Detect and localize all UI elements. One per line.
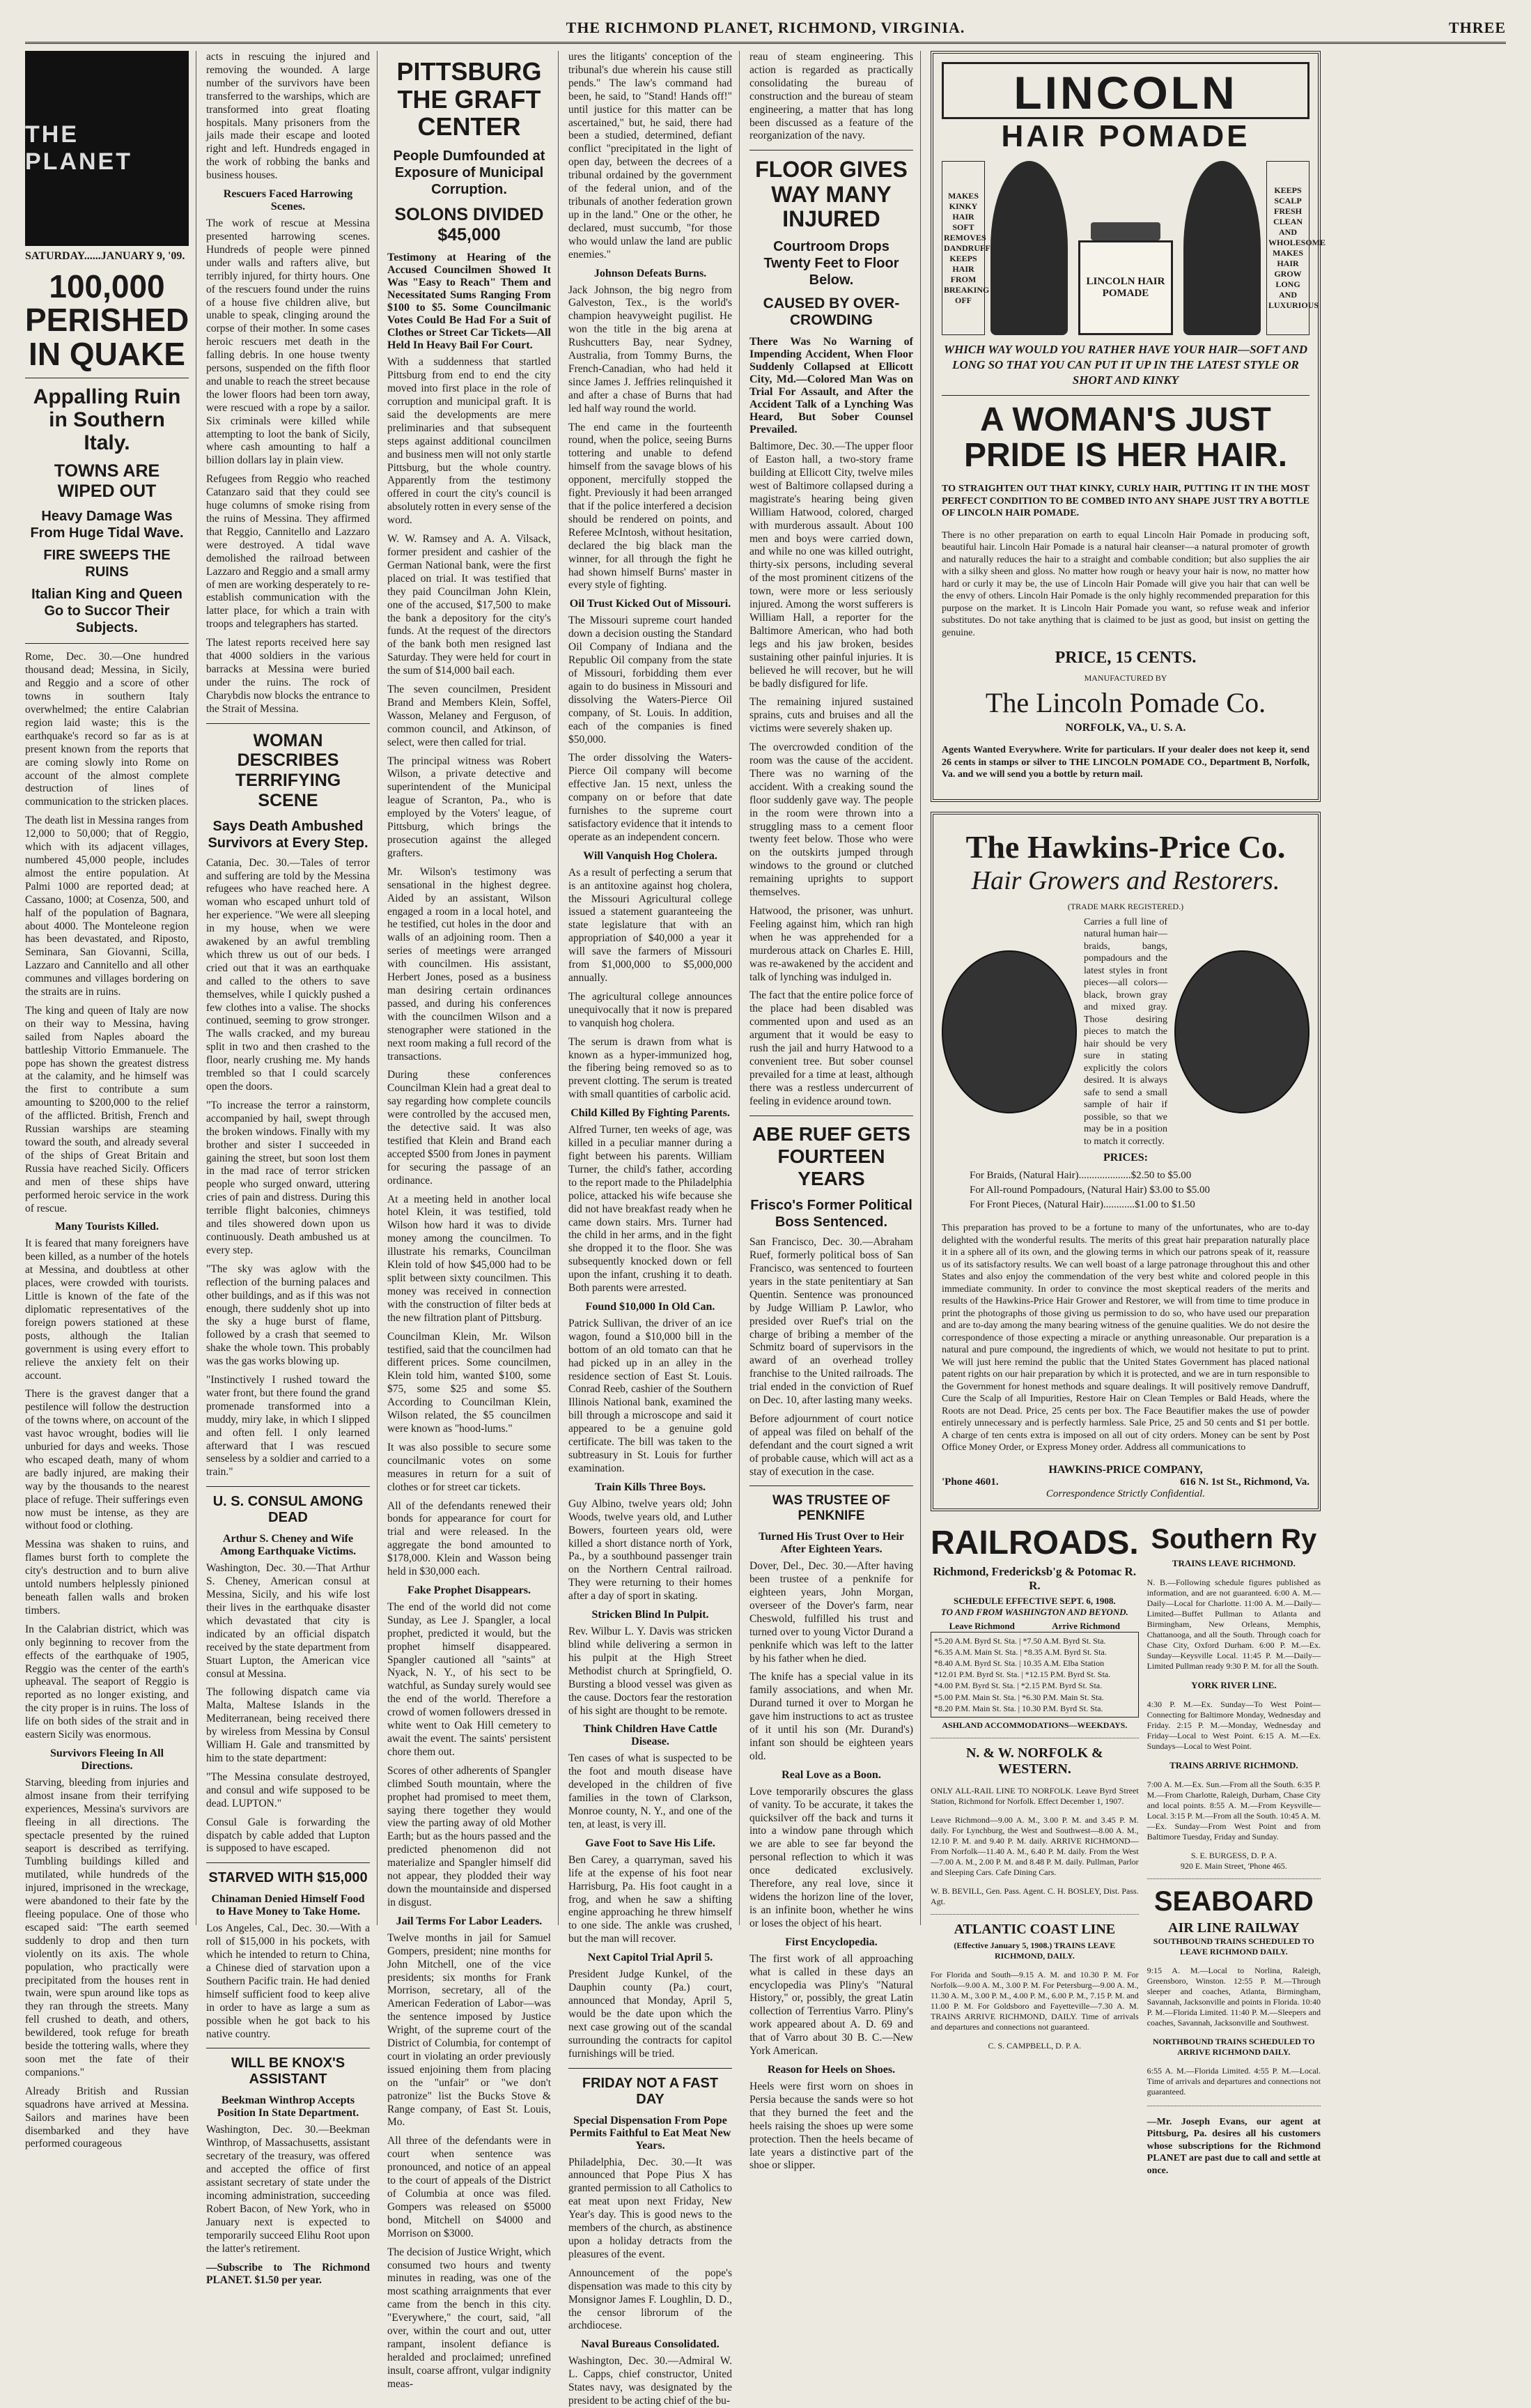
woman-long-hair-illustration [1183,161,1261,335]
article-paragraph: The decision of Justice Wright, which consumed two hours and twenty minutes in reading, was one of the most scathing arraignments that ever came from the bench in this city. "Everywhere," the court, said, "all over, within the court and out, utter rampant, insolent defiance is heralded and proclaimed; unrefined insult, coarse affront, vulgar indignity meas- [387,2246,551,2390]
article-paragraph: The order dissolving the Waters-Pierce Oil company will become effective Jan. 15 next, unless the company on or before that date furnishes to the supreme court satisfactory evidence that it intends to operate as an independent concern. [568,752,732,843]
subhead: Survivors Fleeing In All Directions. [49,1747,164,1772]
seaboard-sub: AIR LINE RAILWAY [1168,1920,1300,1936]
deck: Arthur S. Cheney and Wife Among Earthquake Victims. [219,1533,357,1558]
article-paragraph: It was also possible to secure some councilmanic votes on some measures in return for a suit of clothes or for street car tickets. [387,1441,551,1493]
advertisement-column [931,51,1326,2176]
southern-address: 920 E. Main Street, 'Phone 465. [1180,1860,1287,1871]
article-paragraph: All of the defendants renewed their bonds for appearance for court for trial and were released. In the aggregate the bond amounted to $178,000. Klein and Wasson being held in $30,000 each. [387,1499,551,1578]
lincoln-body: There is no other preparation on earth to equal Lincoln Hair Pomade in producing soft, beautiful hair. Lincoln Hair Pomade is a natural hair cleanser—a natural promoter of growth and naturally reduces the hair to a straight and combable condition; but also supplies the air with a silky sheen and gloss. No matter how rough or heavy your hair is now, no matter how hard or curly it may be, the use of Lincoln Hair Pomade will give you hair that can well be the envy of others. Lincoln Hair Pomade is the only highly recommended preparation for this purpose on the market. It is Lincoln Hair Pomade you want, so refuse weak and inferior substitutes. Do not take anything that is claimed to be just as good, but insist on getting the genuine. [942,530,1309,638]
headline-knox: WILL BE KNOX'S ASSISTANT [231,2055,345,2087]
rfp-name: Richmond, Fredericksb'g & Potomac R. R. [933,1564,1137,1592]
deck: Testimony at Hearing of the Accused Councilmen Showed It Was "Easy to Reach" Them and Necessitated Sums Ranging From $100 to $5. Some Councilmanic Votes Could Be Had For a Suit of Clothes or Street Car Tickets—All Held In Heavy Bail For Court. [387,252,551,352]
article-paragraph: Ten cases of what is suspected to be the foot and mouth disease have developed in the children of five families in the town of Clarkson, Monroe county, N. Y., and one of the ten, at least, is very ill. [568,1752,732,1830]
seaboard-name: SEABOARD [1153,1885,1314,1917]
article-paragraph: Rev. Wilbur L. Y. Davis was stricken blind while delivering a sermon in his pulpit at the High Street Methodist church at Springfield, O. Bursting a blood vessel was given as the cause. Doctors fear the restoration of his sight are thought to be remote. [568,1626,732,1717]
issue-date: SATURDAY......JANUARY 9, '09. [25,250,185,262]
article-paragraph: It is feared that many foreigners have been killed, as a number of the hotels at Messina, and doubtless at other places, were crowded with tourists. Little is known of the fate of the diplomatic representatives of the foreign powers stationed at these posts, although the Italian government is using every effort to relieve the anxiety felt on their account. [25,1237,189,1382]
headline-woman: WOMAN DESCRIBES TERRIFYING SCENE [235,730,341,810]
arrive-body: 7:00 A. M.—Ex. Sun.—From all the South. 6:35 P. M.—From Charlotte, Raleigh, Durham, Chase City and local points. 8:55 A. M.—From Keysville—Local. 3:15 P. M.—From all the South. 10:45 A. M.—Ex. Sunday—From West Point and from Baltimore Tuesday, Friday and Sunday. [1147,1779,1321,1842]
headline-penknife: WAS TRUSTEE OF PENKNIFE [772,1493,890,1524]
subhead: Fake Prophet Disappears. [407,1584,531,1596]
article-paragraph: "To increase the terror a rainstorm, accompanied by hail, swept through the broken windows. Finally with my brother and sister I succeeded in gaining the street, but soon lost them in the mad race of terror stricken people who surged onward, uttering cries of pain and distress. During this terrible flight balconies, chimneys and tiles showered down upon us continuously. Death ambushed us at every step. [206,1099,370,1256]
pride-headline: A WOMAN'S JUST PRIDE IS HER HAIR. [963,401,1288,474]
article-paragraph: Ben Carey, a quarryman, saved his life at the expense of his foot near Harrisburg, Pa. His foot caught in a frog, and when he saw a shifting engine approaching he threw himself to one side. The ankle was crushed, but the man will recover. [568,1853,732,1945]
article-paragraph: ures the litigants' conception of the tribunal's due wherein his cause still pends." The law's command had been, he said, to "Stand! Hands off!" until justice for this matter can be ascertained," but, he said, there had been a studied, determined, defiant conflict "precipitated in the light of open day, between the decrees of a tribunal ordained by the government of the federal union, and of the tribunals of another federation grown up in the land." One or the other, he declared, must succumb, "for those who would unlaw the land are public enemies." [568,51,732,261]
nw-body: Leave Richmond—9.00 A. M., 3.00 P. M. and 3.45 P. M. daily. For Lynchburg, the West and Southwest—8.00 A. M., 12.10 P. M. and 9.40 P. M. daily. ARRIVE RICHMOND—From Norfolk—11.40 A. M., 6.40 P. M. daily. From the West—7.00 A. M., 2.00 P. M. and 8.48 P. M. daily. Pullman, Parlor and Sleeping Cars. Cafe Dining Cars. [931,1814,1139,1877]
lincoln-illustration [942,161,1326,335]
article-paragraph: The following dispatch came via Malta, Maltese Islands in the Mediterranean, being received there by wireless from Messina by Consul William H. Gale and transmitted by him to the state department: [206,1686,370,1764]
article-paragraph: The serum is drawn from what is known as a hyper-immunized hog, the fibering being removed so as to prevent clotting. The serum is treated with small quantities of carbolic acid. [568,1035,732,1101]
acl-sub: (Effective January 5, 1908.) TRAINS LEAVE RICHMOND, DAILY. [954,1940,1116,1961]
article-paragraph: Philadelphia, Dec. 30.—It was announced that Pope Pius X has granted permission to all Catholics to eat meat upon next Friday, New Year's day. This is good news to the members of the church, as abstinence upon a holiday detracts from the pleasures of the event. [568,2156,732,2260]
subhead: Next Capitol Trial April 5. [587,1952,713,1964]
trademark-note: (TRADE MARK REGISTERED.) [1067,901,1184,911]
pride-side-text: TO STRAIGHTEN OUT THAT KINKY, CURLY HAIR, PUTTING IT IN THE MOST PERFECT CONDITION TO BE COMBED INTO ANY SHAPE JUST TRY A BOTTLE OF LINCOLN HAIR POMADE. [942,484,1309,519]
rfp-leave-label: Leave Richmond [949,1620,1015,1631]
rfp-effective: SCHEDULE EFFECTIVE SEPT. 6, 1908. [953,1595,1116,1606]
article-paragraph: The knife has a special value in its family associations, and when Mr. Durand turned it over to Morgan he gave him instructions to act as trustee of it until his son (Mr. Durand's) infant son should be eighteen years old. [749,1671,913,1762]
article-paragraph: Messina was shaken to ruins, and flames burst forth to complete the city's destruction and to burn alive untold numbers helplessly pinioned beneath fallen walls and broken timbers. [25,1538,189,1616]
article-paragraph: Baltimore, Dec. 30.—The upper floor of Easton hall, a two-story frame building at Ellicott City, twelve miles west of Baltimore collapsed during a magistrate's hearing being given William Hatwood, colored, charged with murderous assault. About 100 men and boys were carried down, and while no one was killed outright, thirty-six persons, including several of the most prominent citizens of the town, were more or less seriously injured. Among the worst sufferers is William Hall, a reporter for the Baltimore American, who had both legs and his jaw broken, besides sustaining other painful injuries. It is believed he will recover, but he will be badly disfigured for life. [749,440,913,690]
hawkins-subtitle: Hair Growers and Restorers. [971,865,1280,895]
article-paragraph: Jack Johnson, the big negro from Galveston, Tex., is the world's champion heavyweight pugilist. He won the title in the big arena at Rushcutters Bay, near Sydney, Australia, from Tommy Burns, the French-Canadian, who had held it since James J. Jeffries relinquished it and after a chase of Burns that had led half way round the world. [568,284,732,415]
headline-floor: FLOOR GIVES WAY MANY INJURED [755,157,908,231]
masthead-title: THE RICHMOND PLANET, RICHMOND, VIRGINIA. [566,19,965,36]
planet-logo [25,51,189,246]
article-paragraph: Guy Albino, twelve years old; John Woods, twelve years old, and Luther Bowers, fourteen years old, were killed a short distance north of York, Pa., by a southbound passenger train on the Northern Central railroad. They were returning to their homes after a day of sport in skating. [568,1497,732,1603]
rfp-arrive-label: Arrive Richmond [1052,1620,1121,1631]
article-paragraph: Before adjournment of court notice of appeal was filed on behalf of the defendant and the court signed a writ of probable cause, which will act as a stay of execution in the case. [749,1412,913,1478]
acl-body: For Florida and South—9.15 A. M. and 10.30 P. M. For Norfolk—9.00 A. M., 3.00 P. M. For Petersburg—9.00 A. M., 11.30 A. M., 3.00 P. M., 4.00 P. M., 6.00 P. M., 7.15 P. M. and 11.00 P. M. For Goldsboro and Fayetteville—7.30 A. M. TRAINS ARRIVE RICHMOND, DAILY. Time of arrivals and departures and connections not guaranteed. [931,1969,1139,2032]
railroad-schedules [931,1521,1321,2187]
subhead: Think Children Have Cattle Disease. [583,1723,717,1748]
article-paragraph: Twelve months in jail for Samuel Gompers, president; nine months for John Mitchell, one of the vice presidents; six months for Frank Morrison, secretary, all of the American Federation of Labor—was the sentence imposed by Justice Wright, of the supreme court of the District of Columbia, for contempt of court in violating an order previously issued enjoining them from placing on the "unfair" or "we don't patronize" list the Bucks Stove & Range company, of East St. Louis, Mo. [387,1931,551,2129]
acl-agent: C. S. CAMPBELL, D. P. A. [988,2040,1082,2051]
logo-text: THE PLANET [25,121,132,175]
article-paragraph: The death list in Messina ranges from 12,000 to 50,000; that of Reggio, which with its adjacent villages, numbered 45,000 people, includes almost the entire population. At Palmi 1000 are reported dead; at Cassano, 1000; at Cosenza, 500, and half of the population of Bagnara, about 4000. The Monteleone region has been devastated, and Riposto, Seminara, San Giovanni, Scilla, Lazzaro and Cannitello and all other communes and villages bordering on the straits are in ruins. [25,815,189,998]
southern-body: N. B.—Following schedule figures published as information, and are not guaranteed. 6:00 A. M.—Daily—Local for Charlotte. 11:00 A. M.—Daily—Limited—Buffet Pullman to Atlanta and Birmingham, New Orleans, Memphis, Chattanooga, and all the South. Through coach for Chase City, Oxford Durham. 6:00 P. M.—Ex. Sunday—Keysville Local. 11:45 P. M.—Daily—Limited Pullman ready 9:30 P. M. for all the South. [1147,1577,1321,1671]
southern-agent: S. E. BURGESS, D. P. A. [1190,1850,1277,1860]
article-paragraph: The first work of all approaching what is called in these days an encyclopedia was Pliny's "Natural History," or, possibly, the great Latin collection of Terrentius Varro. Pliny's work appeared about A. D. 69 and that of Varro about 30 B. C.—New York American. [749,1952,913,2058]
headline-solons: SOLONS DIVIDED $45,000 [394,204,544,245]
seaboard-sched: SOUTHBOUND TRAINS SCHEDULED TO LEAVE RICHMOND DAILY. [1153,1936,1314,1957]
hawkins-title: The Hawkins-Price Co. [965,828,1286,865]
deck: Turned His Trust Over to Heir After Eighteen Years. [759,1531,904,1556]
article-paragraph: The end of the world did not come Sunday, as Lee J. Spangler, a local prophet, predicted it would, but the prophet himself disappeared. Spangler cautioned all "saints" at Nyack, N. Y., of his sect to be watchful, as Sunday surely would see the end of the world. Therefore a crowd of women followers dressed in white went to Oak Hill cemetery to await the event. The saints' persistent chore them out. [387,1600,551,1758]
lincoln-company: The Lincoln Pomade Co. [985,687,1266,719]
hawkins-confidential: Correspondence Strictly Confidential. [1046,1488,1206,1499]
nw-name: N. & W. NORFOLK & WESTERN. [965,1745,1103,1777]
article-paragraph: The overcrowded condition of the room was the cause of the accident. There was no warning of the accident. With a creaking sound the floor suddenly gave way. The people in the room were thrown into a struggling mass to a cement floor twenty feet below. Those who were on the outskirts jumped through windows to the ground or clutched remaining uprights to support themselves. [749,741,913,899]
headline-towns: TOWNS ARE WIPED OUT [54,461,160,501]
headline-quake: 100,000 PERISHED IN QUAKE [25,268,189,372]
subhead: Will Vanquish Hog Cholera. [583,849,717,862]
lincoln-price: PRICE, 15 CENTS. [1055,649,1197,667]
subhead: Real Love as a Boon. [782,1768,881,1781]
article-paragraph: Starving, bleeding from injuries and almost insane from their terrifying experiences, Messina's survivors are fleeing in all directions. The spectacle presented by the ruined seaport is described as terrifying. Tumbling buildings killed and mutilated, while hundreds of the injured, imprisoned in the wreckage, were abandoned to their fate by the fleeing populace. One of those who escaped said: "The earth seemed suddenly to drop and then turn violently on its axis. The whole population, who practically were precipitated from the houses rent in twain, were spun around like tops as they ran through the streets. Many fell crushed to death, and others, bewildered, took refuge for breath beside the tottering walls, where they soon met the fate of their companions." [25,1776,189,2078]
article-paragraph: "Instinctively I rushed toward the water front, but there found the grand promenade transformed into a muddy, miry lake, in which I slipped and often fell. I only learned afterward that I was rescued senseless by a soldier and carried to a train." [206,1374,370,1479]
rfp-ashland: ASHLAND ACCOMMODATIONS—WEEKDAYS. [942,1720,1128,1730]
hawkins-company: HAWKINS-PRICE COMPANY, [1048,1463,1203,1476]
subscribe-note: —Subscribe to The Richmond PLANET. $1.50 per year. [206,2261,370,2287]
lincoln-left-box: MAKES KINKY HAIR SOFT REMOVES DANDRUFF KEEPS HAIR FROM BREAKING OFF [942,161,985,335]
columns [25,51,1506,2407]
northbound-heading: NORTHBOUND TRAINS SCHEDULED TO ARRIVE RICHMOND DAILY. [1153,2036,1315,2057]
subhead: Jail Terms For Labor Leaders. [396,1915,543,1927]
railroads-left [931,1521,1139,2187]
masthead [25,14,1506,44]
article-paragraph: The latest reports received here say that 4000 soldiers in the various barracks at Messina were buried under the ruins. The rock of Charybdis now blocks the entrance to the Strait of Messina. [206,637,370,715]
woman-short-hair-illustration [990,161,1068,335]
headline-overcrowding: CAUSED BY OVER-CROWDING [763,295,900,329]
railroads-heading: RAILROADS. [931,1524,1139,1561]
article-paragraph: During these conferences Councilman Klein had a great deal to say regarding how complete councils were controlled by the accused men, the detective said. It was also testified that Klein and Brand each accepted $500 from Jones in payment for securing the passage of an ordinance. [387,1069,551,1187]
seaboard-body: 9:15 A. M.—Local to Norlina, Raleigh, Greensboro, Winston. 12:55 P. M.—Through sleeper and coaches, Atlanta, Birmingham, Savannah, Jacksonville and points in Florida. 10:40 P. M.—Florida Limited. 11:40 P. M.—Sleepers and coaches, Savannah, Jacksonville and Southwest. [1147,1965,1321,2028]
deck: Courtroom Drops Twenty Feet to Floor Below. [763,238,899,288]
headline-ruin: Appalling Ruin in Southern Italy. [33,385,181,454]
hawkins-body: This preparation has proved to be a fortune to many of the unfortunates, who are to-day delighted with the wonderful results. The merits of this great hair preparation naturally place it in a sphere all of its own, and the glowing terms in which our patrons speak of it, reassure us of its satisfactory results. We can well boast of a large patronage throughout this and other States and also enjoy the commendation of the very best white and colored people in this immediate community. In order to convince the most skeptical readers of the merits and results of the Hawkins-Price Hair Grower and Restorer, we will from time to time produce in print the photographs of those giving us permission to do so, who have used our preparation and are to-day among the many bearing witness of the genuine qualities. We do not desire the correspondence of those expecting a miracle or anything unreasonable. Our preparation is a natural and pure compound, the ingredients of which, we would not hesitate to put to print. We will just here remind the public that the United States Government has placed national patent rights on our hair preparation by which it is protected, and we are in turn responsible to the Government for honest methods and square dealings. It will positively remove Dandruff, Cure the Scalp of all Impurities, Restore Hair on Clean Temples or Bald Heads, where the Roots are not Dead. Price, 25 cents per box. The Face Beautifier makes the use of powder entirely unnecessary and is perfectly harmless. Sale Price, 25 and 50 cents and $1 per bottle. A charge of ten cents extra is imposed on all out of city orders. Money can be sent by Post Office Money Order, or Express Money order. Address all communications to [942,1223,1309,1453]
deck: People Dumfounded at Exposure of Municipal Corruption. [393,148,545,197]
subhead: Stricken Blind In Pulpit. [591,1609,709,1621]
subhead: Rescuers Faced Harrowing Scenes. [223,188,353,213]
article-paragraph: The seven councilmen, President Brand and Members Klein, Soffel, Wasson, Melaney and Ferguson, of common council, and Atkinson, of select, were then called for trial. [387,684,551,748]
portrait-right [1174,950,1309,1113]
acl-name: ATLANTIC COAST LINE [954,1921,1116,1937]
article-paragraph: Scores of other adherents of Spangler climbed South mountain, where the prophet had promised to meet them, saying there together they would view the parting away of old Mother Earth; but as the hours passed and the predicted phenomenon did not materialize and Spangler himself did not appear, they plodded their way down the mountainside and dispersed in disgust. [387,1764,551,1908]
article-paragraph: Dover, Del., Dec. 30.—After having been trustee of a penknife for eighteen years, John Morgan, overseer of the Dover's farm, near Cheswold, fulfilled his trust and turned over to young Victor Durand a penknife which was left to the latter by his father when he died. [749,1560,913,1665]
subhead: Many Tourists Killed. [55,1221,159,1233]
headline-friday: FRIDAY NOT A FAST DAY [582,2075,719,2107]
headline-ruef: ABE RUEF GETS FOURTEEN YEARS [752,1122,911,1189]
article-paragraph: The fact that the entire police force of the place had been disabled was commented upon and used as an argument that it would be easy to rush the jail and hurry Hatwood to a convenient tree. But sober counsel prevailed for a time at least, although there was a restless undercurrent of feeling in evidence around town. [749,989,913,1107]
pomade-jar-illustration [1073,161,1178,335]
subhead: Oil Trust Kicked Out of Missouri. [569,598,731,610]
york-body: 4:30 P. M.—Ex. Sunday—To West Point—Connecting for Baltimore Monday, Wednesday and Friday. 2:15 P. M.—Monday, Wednesday and Friday—Local to West Point. 6:15 A. M.—Ex. Sundays—Local to West Point. [1147,1699,1321,1751]
column-1 [25,51,196,2150]
article-paragraph: Hatwood, the prisoner, was unhurt. Feeling against him, which ran high when he was apprehended for a murderous attack on Charles E. Hill, was re-awakened by the accident and talk of lynching was indulged in. [749,905,913,983]
agent-notice: —Mr. Joseph Evans, our agent at Pittsburg, Pa. desires all his customers whose subscriptions for the Richmond PLANET are past due to call and settle at once. [1147,2116,1321,2176]
hawkins-price-ad [931,812,1321,1511]
article-paragraph: President Judge Kunkel, of the Dauphin county (Pa.) court, announced that Monday, April 5, would be the date upon which the next case growing out of the scandal surrounding the contracts for capitol furnishings will be tried. [568,1968,732,2060]
lincoln-title: LINCOLN [942,62,1309,119]
subhead: Reason for Heels on Shoes. [767,2063,896,2076]
column-2 [206,51,378,2287]
article-paragraph: As a result of perfecting a serum that is an antitoxine against hog cholera, the Missouri Agricultural college issued a statement guaranteeing the state legislature that with an appropriation of $40,000 a year it will save the farmers of Missouri from $1,000,000 to $5,000,000 annually. [568,866,732,984]
hawkins-intro: Carries a full line of natural human hair—braids, bangs, pompadours and the latest styles in front pieces—all colors—black, brown gray and mixed gray. Those desiring pieces to match the hair should be very sure in stating explicitly the colors desired. It is always safe to send a small sample of hair if possible, so that we may be in a position to match it correctly. [1084,916,1167,1147]
northbound-body: 6:55 A. M.—Florida Limited. 4:55 P. M.—Local. Time of arrivals and departures and connections not guaranteed. [1147,2065,1321,2097]
southern-sub: TRAINS LEAVE RICHMOND. [1172,1557,1296,1568]
rfp-timetable: *5.20 A.M. Byrd St. Sta. | *7.50 A.M. Byrd St. Sta. *6.35 A.M. Main St. Sta. | *8.35 A.M. Byrd St. Sta. *8.40 A.M. Byrd St. Sta. | 10.35 A.M. Elba Station *12.01 P.M. Byrd St. Sta. | *12.15 P.M. Byrd St. Sta. *4.00 P.M. Byrd St. Sta. | *2.15 P.M. Byrd St. Sta. *5.00 P.M. Main St. Sta. | *6.30 P.M. Main St. Sta. *8.20 P.M. Main St. Sta. | 10.30 P.M. Byrd St. Sta. [931,1632,1139,1718]
article-paragraph: Refugees from Reggio who reached Catanzaro said that they could see huge columns of smoke rising from the ruins of Messina. They affirmed that Reggio, Cannitello and Lazzaro were destroyed. A tidal wave demolished the railroad between Lazzaro and Reggio and a small army of men are working desperately to re-establish communication with the latter place, for which a train with troops and telegraphers has started. [206,473,370,631]
article-paragraph: Washington, Dec. 30.—That Arthur S. Cheney, American consul at Messina, Sicily, and his wife lost their lives in the earthquake disaster which devastated that city is indicated by an official dispatch received by the state department from Stuart Lupton, the American vice consul at Messina. [206,1562,370,1680]
southern-name: Southern Ry [1151,1523,1317,1554]
deck: Special Dispensation From Pope Permits Faithful to Eat Meat New Years. [569,2114,731,2152]
subhead: Train Kills Three Boys. [594,1481,706,1493]
price-pompadours: For All-round Pompadours, (Natural Hair) $3.00 to $5.00 [970,1184,1210,1196]
subhead: Johnson Defeats Burns. [593,267,707,279]
article-paragraph: All three of the defendants were in court when sentence was pronounced, and notice of an appeal to the court of appeals of the District of Columbia at once was filed. Gompers was released on $5000 bond, Mitchell on $4000 and Morrison on $3000. [387,2135,551,2239]
subhead: Child Killed By Fighting Parents. [570,1107,730,1120]
lincoln-pomade-ad [931,51,1326,802]
article-paragraph: There is the gravest danger that a pestilence will follow the destruction of the towns where, on account of the vast havoc wrought, bodies will lie unburied for days and weeks. Those who escaped death, many of whom are badly injured, are making their way by the thousands to the nearest place of refuge. Their sufferings even now must be intense, as they are without food or clothing. [25,1388,189,1532]
deck-king-queen: Italian King and Queen Go to Succor Their Subjects. [31,587,182,636]
deck-tidal-wave: Heavy Damage Was From Huge Tidal Wave. [30,509,184,541]
article-paragraph: Alfred Turner, ten weeks of age, was killed in a peculiar manner during a fight between his parents. William Turner, the child's father, according to the report made to the Philadelphia police, attacked his wife because she did not have breakfast ready when he came down stairs. Mrs. Turner had the child in her arms, and in the fight she dropped it to the floor. She was subsequently knocked down or fell upon the infant, crushing it to death. Both parents were arrested. [568,1124,732,1295]
subhead: First Encyclopedia. [785,1936,878,1948]
article-paragraph: The end came in the fourteenth round, when the police, seeing Burns tottering and unable to defend himself from the savage blows of his opponent, mercifully stopped the fight. Previously it had been arranged that if the police interfered a decision should be rendered on points, and Referee McIntosh, without hesitation, declared the big black man the winner, for all through the fight he had shown himself Burns' master in every style of fighting. [568,421,732,592]
article-paragraph: Catania, Dec. 30.—Tales of terror and suffering are told by the Messina refugees who have reached here. A woman who escaped unhurt told of her experience. "We were all sleeping in my house, when we were awakened by an awful trembling which threw us out of our beds. I cried out that it was an earthquake and called to the others to save themselves, while I quickly pushed a few clothes into a valise. The shocks continued, seeming to grow stronger. The walls cracked, and my bureau split in two and then crashed to the floor, nearly crushing me. My hands trembled so that I could scarcely open the doors. [206,856,370,1093]
lincoln-address: NORFOLK, VA., U. S. A. [1065,722,1186,734]
article-paragraph: The remaining injured sustained sprains, cuts and bruises and all the victims were severely shaken up. [749,696,913,735]
article-paragraph: Heels were first worn on shoes in Persia because the sands were so hot that they burned the feet and the heels raising the shoes up were some protection. Then the heels became of late years a distinctive part of the shoe or slipper. [749,2080,913,2172]
article-paragraph: The agricultural college announces unequivocally that it now is prepared to vanquish hog cholera. [568,990,732,1029]
article-paragraph: Councilman Klein, Mr. Wilson testified, said that the councilmen had different prices. Some councilmen, Klein told him, wanted $100, some $75, some $25 and some $5. According to Councilman Klein, Wilson related, the $5 councilmen were known as "hood-lums." [387,1330,552,1435]
jar-label: LINCOLN HAIR POMADE [1078,240,1173,335]
deck-fire: FIRE SWEEPS THE RUINS [43,548,171,580]
portrait-left [942,950,1077,1113]
article-paragraph: Rome, Dec. 30.—One hundred thousand dead; Messina, in Sicily, and Reggio and a score of other towns in southern Italy overwhelmed; the entire Calabrian region laid waste; this is the earthquake's record so far as is at present known from the reports that are coming slowly into Rome on account of the almost complete destruction of lines of communication to the stricken places. [25,651,189,808]
trains-arrive: TRAINS ARRIVE RICHMOND. [1169,1759,1298,1770]
manufactured-by: MANUFACTURED BY [1084,673,1167,684]
article-paragraph: Patrick Sullivan, the driver of an ice wagon, found a $10,000 bill in the bottom of an old tomato can that he had picked up in an alley in the residence section of East St. Louis. Conrad Reeb, cashier of the Southern Illinois National bank, examined the bill through a microscope and said it appeared to be a genuine gold certificate. The bill was taken to the subtreasury in St. Louis for further examination. [568,1317,732,1474]
deck: There Was No Warning of Impending Accident, When Floor Suddenly Collapsed at Ellicott City, Md.—Colored Man Was on Trial For Assault, and After the Accident Talk of a Lynching Was Heard, But Sober Counsel Prevailed. [749,336,913,436]
headline-consul: U. S. CONSUL AMONG DEAD [212,1494,364,1526]
article-paragraph: acts in rescuing the injured and removing the wounded. A large number of the survivors have been transferred to the warships, which are transformed into great floating hospitals. Many prisoners from the jails made their escape and looted right and left. Hundreds engaged in the work of robbing the banks and business houses. [206,51,370,182]
article-paragraph: "The Messina consulate destroyed, and consul and wife supposed to be dead. LUPTON." [206,1770,370,1809]
article-paragraph: Los Angeles, Cal., Dec. 30.—With a roll of $15,000 in his pockets, with which he intended to return to China, a Chinese died of starvation upon a Southern Pacific train. He had denied himself sufficient food to keep alive in order to have as large a sum as possible when he got back to his native country. [206,1922,370,2040]
subhead: Gave Foot to Save His Life. [585,1837,715,1849]
lincoln-right-box: KEEPS SCALP FRESH CLEAN AND WHOLESOME MAKES HAIR GROW LONG AND LUXURIOUS [1266,161,1309,335]
lincoln-agents: Agents Wanted Everywhere. Write for particulars. If your dealer does not keep it, send 26 cents in stamps or silver to THE LINCOLN POMADE CO., Department B, Norfolk, Va. and we will send you a bottle by return mail. [942,745,1309,780]
column-3 [387,51,559,2390]
article-paragraph: Announcement of the pope's dispensation was made to this city by Monsignor James F. Loughlin, D. D., the censor librorum of the archdiocese. [568,2267,732,2332]
article-paragraph: "The sky was aglow with the reflection of the burning palaces and other buildings, and as if this was not enough, there suddenly shot up into the sky a huge burst of flame, followed by a crash that seemed to shake the whole town. This probably was the gas works blowing up. [206,1263,370,1368]
nw-agents: W. B. BEVILL, Gen. Pass. Agent. C. H. BOSLEY, Dist. Pass. Agt. [931,1885,1139,1906]
deck: Frisco's Former Political Boss Sentenced. [750,1198,912,1230]
lincoln-subtitle: HAIR POMADE [1001,119,1250,153]
article-paragraph: The principal witness was Robert Wilson, a private detective and superintendent of the Municipal league of Scranton, Pa., who is employed by the Voters' league, of Pittsburg, which brings the prosecution against the alleged grafters. [387,755,551,859]
article-paragraph: reau of steam engineering. This action is regarded as practically consolidating the bureau of construction and the bureau of steam engineering, a matter that has long been discussed as a feature of the reorganization of the navy. [749,51,913,142]
subhead: Found $10,000 In Old Can. [585,1300,715,1313]
article-paragraph: Washington, Dec. 30.—Beekman Winthrop, of Massachusetts, assistant secretary of the treasury, was offered and accepted the office of first assistant secretary of state under the incoming administration, succeeding Robert Bacon, of New York, who in January next is expected to temporarily succeed Elihu Root upon the latter's retirement. [206,2124,370,2255]
subhead: Naval Bureaus Consolidated. [581,2338,720,2351]
article-paragraph: In the Calabrian district, which was only beginning to recover from the effects of the earthquake of 1905, Reggio was the center of the earth's upheaval. The seaport of Reggio is reported as no longer existing, and the city proper is in ruins. The loss of life on both sides of the strait and in eastern Sicily was enormous. [25,1623,189,1741]
article-paragraph: The Missouri supreme court handed down a decision ousting the Standard Oil Company of Indiana and the Republic Oil company from the state of Missouri, forbidding them ever again to do business in Missouri and dissolving the Waters-Pierce Oil company, of St. Louis. In addition, each of the companies is fined $50,000. [568,615,732,746]
article-paragraph: With a suddenness that startled Pittsburg from end to end the city moved into first place in the role of corruption and municipal graft. It is said the developments are mere preliminaries and that subsequent steps against additional councilmen and business men will not only startle Pittsburg, but the whole country. Apparently from the testimony offered in court the city's council is absolutely rotten in every sense of the word. [387,356,552,527]
rfp-sub: TO AND FROM WASHINGTON AND BEYOND. [940,1606,1128,1617]
nw-sub: ONLY ALL-RAIL LINE TO NORFOLK. Leave Byrd Street Station, Richmond for Norfolk. Effect December 1, 1907. [931,1785,1139,1806]
column-4 [568,51,740,2407]
price-front-pieces: For Front Pieces, (Natural Hair)............$1.00 to $1.50 [970,1199,1195,1211]
column-5 [749,51,921,2172]
article-paragraph: Washington, Dec. 30.—Admiral W. L. Capps, chief constructor, United States navy, was designated by the president to be acting chief of the bu- [568,2355,732,2407]
article-paragraph: San Francisco, Dec. 30.—Abraham Ruef, formerly political boss of San Francisco, was sentenced to fourteen years in the state penitentiary at San Quentin. Sentence was pronounced by Judge William P. Lawlor, who presided over Ruef's trial on the charge of bribing a member of the Schmitz board of supervisors in the award of an overhead trolley franchise to the United railroads. The trial ended in the conviction of Ruef on Dec. 10, after lasting many weeks. [749,1236,913,1407]
hawkins-street: 616 N. 1st St., Richmond, Va. [1180,1476,1309,1488]
article-paragraph: W. W. Ramsey and A. A. Vilsack, former president and cashier of the German National bank, were the first placed on trial. It was testified that they paid Councilman John Klein, one of the accused, $17,500 to make the bank a depository for the city's funds. At the request of the directors of the bank both men resigned last Saturday. They were held for court in the sum of $14,000 bail each. [387,533,551,677]
hawkins-phone: 'Phone 4601. [942,1476,999,1488]
lincoln-slogan: WHICH WAY WOULD YOU RATHER HAVE YOUR HAIR—SOFT AND LONG SO THAT YOU CAN PUT IT UP IN THE LATEST STYLE OR SHORT AND KINKY [943,343,1308,387]
railroads-right [1147,1521,1321,2187]
article-paragraph: The king and queen of Italy are now on their way to Messina, having sailed from Naples aboard the battleship Vittorio Emmanuele. The pope has shown the greatest distress at the calamity, and he himself was the first to contribute a sum amounting to $200,000 to the relief of the afflicted. British, French and Russian warships are steaming toward the south, and already several of the ships of Great Britain and Russia have reached Sicily. Officers and men of these ships have performed heroic service in the work of rescue. [25,1004,189,1214]
article-paragraph: Already British and Russian squadrons have arrived at Messina. Sailors and marines have been disembarked and they have performed courageous [25,2085,189,2150]
headline-pittsburg: PITTSBURG THE GRAFT CENTER [396,57,542,141]
deck: Chinaman Denied Himself Food to Have Money to Take Home. [211,1893,365,1918]
article-paragraph: Mr. Wilson's testimony was sensational in the highest degree. Aided by an assistant, Wilson engaged a room in a local hotel, and he testified, cut holes in the door and walls of an adjoining room. Then a series of meetings were arranged with councilmen. His assistant, Herbert Jones, posed as a business man desiring certain ordinances passed, and during his conferences with the councilmen Wilson and a stenographer were stationed in the next room making a full record of the transactions. [387,865,551,1063]
prices-heading: PRICES: [1103,1152,1148,1164]
article-paragraph: Love temporarily obscures the glass of vanity. To be accurate, it takes the quicksilver off the back and turns it into a window pane through which we are able to see far beyond the personal reflection to which it was once dedicated exclusively. Therefore, any real love, since it widens the horizon line of the lover, is an infinite boon, whether he wins or loses the object of his heart. [749,1785,913,1929]
article-paragraph: The work of rescue at Messina presented harrowing scenes. Hundreds of people were pinned under walls and rafters alive, but terribly injured, for thirty hours. One of the rescuers found under the ruins of a house five children alive, but unable to speak, clinging around the corpse of their mother. In some cases heroic rescuers met death in the falling debris. In one house twenty persons, suspended on the fifth floor and unable to reach the street because the lower floors had been torn away, were rescued with a rope by a sailor. Six criminals were killed while attempting to loot the bank of Sicily, where cash amounting to half a billion dollars lay in plain view. [206,217,370,467]
headline-starved: STARVED WITH $15,000 [208,1870,368,1886]
page-number: THREE [1448,19,1506,36]
deck: Beekman Winthrop Accepts Position In State Department. [217,2094,359,2120]
york-river: YORK RIVER LINE. [1191,1679,1277,1690]
deck: Says Death Ambushed Survivors at Every Step. [208,818,368,851]
article-paragraph: At a meeting held in another local hotel Klein, it was testified, told Wilson how hard it was to divide money among the councilmen. To illustrate his remarks, Councilman Klein told of how $45,000 had to be split between sixty councilmen. This money was received in connection with the construction of filter beds at the new filtration plant of Pittsburg. [387,1193,551,1324]
article-paragraph: Consul Gale is forwarding the dispatch by cable added that Lupton is supposed to have escaped. [206,1816,370,1855]
price-braids: For Braids, (Natural Hair)....................$2.50 to $5.00 [970,1170,1192,1182]
